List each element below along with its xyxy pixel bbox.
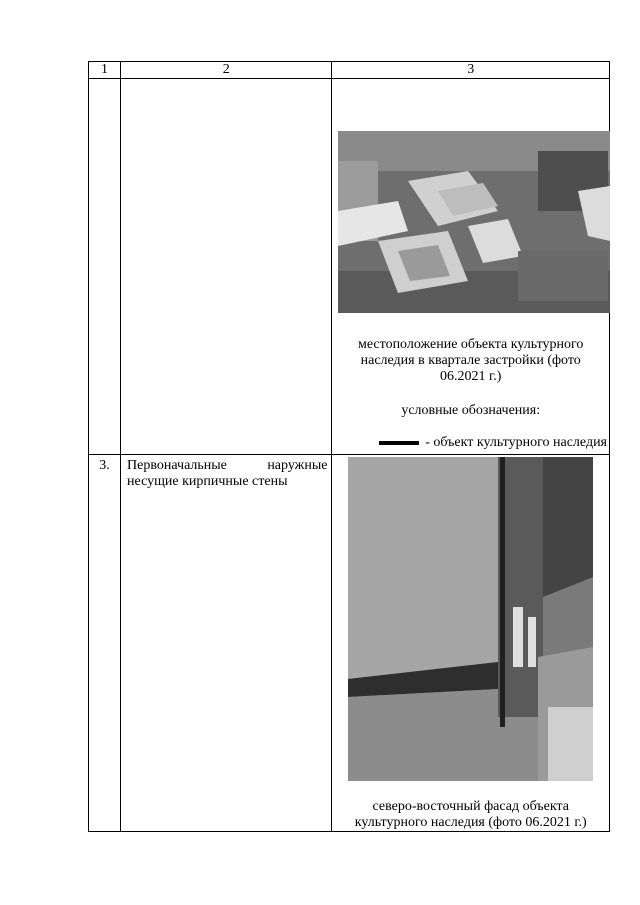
legend-line-icon bbox=[379, 441, 419, 445]
facade-photo-caption: северо-восточный фасад объекта культурного наследия (фото 06.2021 г.) bbox=[354, 799, 587, 830]
document-table bbox=[88, 61, 610, 832]
aerial-photo bbox=[338, 131, 610, 313]
legend-title: условные обозначения: bbox=[401, 403, 541, 418]
legend bbox=[332, 435, 609, 451]
header-cell-3: 3 bbox=[332, 62, 610, 79]
row-description bbox=[121, 455, 332, 832]
row-description-cell bbox=[121, 79, 332, 455]
facade-photo bbox=[348, 457, 593, 781]
table-row-3 bbox=[89, 455, 610, 832]
legend-label: - объект культурного наследия bbox=[425, 435, 607, 450]
row-number-cell bbox=[89, 79, 121, 455]
row-photo-cell bbox=[332, 79, 610, 455]
facade-photo-cell bbox=[332, 455, 610, 832]
map-photo-caption: местоположение объекта культурного наследия в квартале застройки (фото 06.2021 г.) bbox=[358, 337, 584, 384]
table-row-map bbox=[89, 79, 610, 455]
description-line-2: несущие кирпичные стены bbox=[127, 474, 288, 489]
description-line-1: Первоначальные наружные bbox=[127, 458, 328, 473]
row-number: 3. bbox=[89, 455, 121, 832]
header-cell-2: 2 bbox=[121, 62, 332, 79]
table-header-row bbox=[89, 62, 610, 79]
header-cell-1: 1 bbox=[89, 62, 121, 79]
